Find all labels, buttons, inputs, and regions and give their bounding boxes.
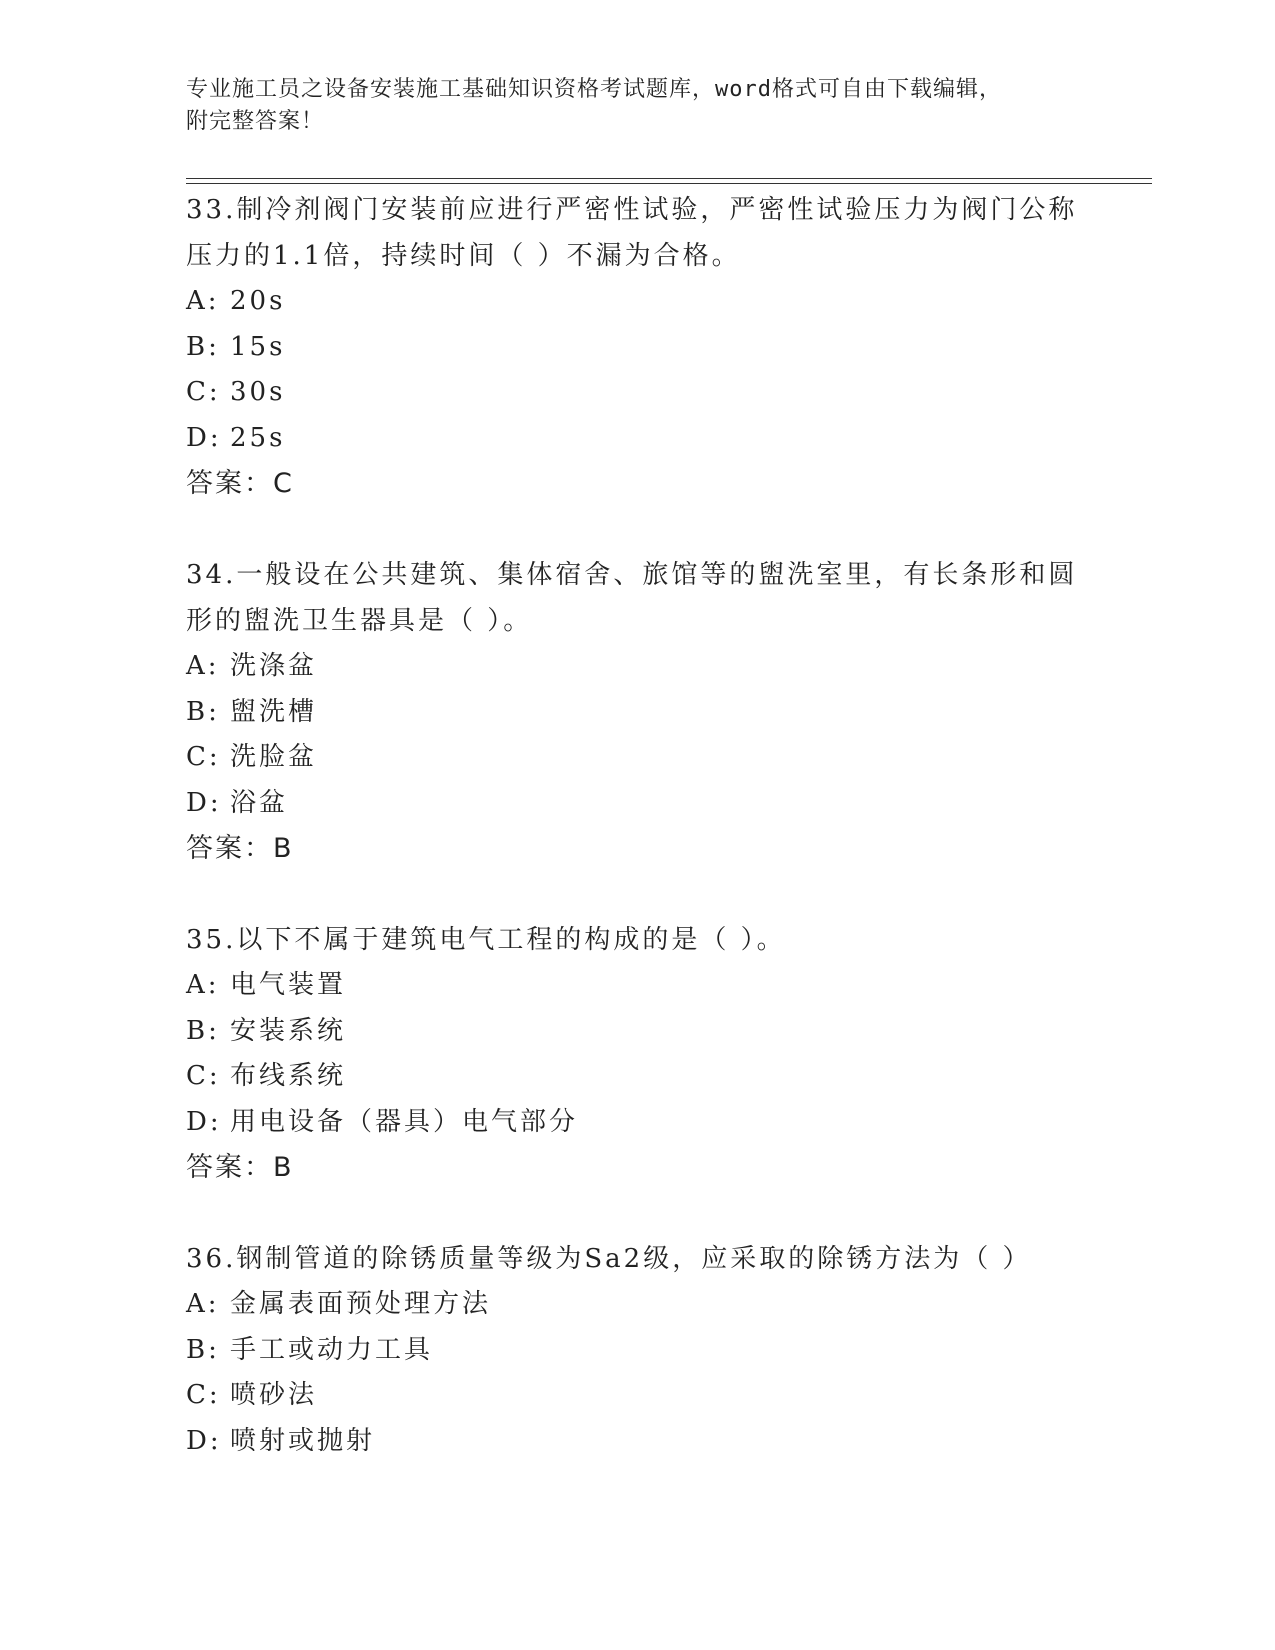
option-text: 喷射或抛射 [230,1425,376,1456]
option-key: D: [186,1425,222,1456]
option-c [186,370,1086,416]
option-key: A: [186,1289,220,1319]
option-b [186,1009,1086,1055]
question-text-line: 压力的1.1倍，持续时间（ ）不漏为合格。 [186,241,741,271]
option-text: 15s [230,331,286,362]
option-a [186,963,1086,1009]
answer-label: 答案：B [186,1152,294,1183]
header-divider-top [186,178,1152,179]
option-text: 布线系统 [230,1061,347,1091]
document-header [186,74,1086,138]
option-text: 20s [230,286,286,316]
question-36 [186,1236,1086,1464]
option-c [186,1054,1086,1100]
option-c [186,735,1086,781]
answer-label: 答案：B [186,833,294,864]
question-text-line: 35.以下不属于建筑电气工程的构成的是（ ）。 [186,925,786,955]
option-text: 洗脸盆 [230,742,318,772]
option-key: D: [186,422,222,453]
question-text-line: 34.一般设在公共建筑、集体宿舍、旅馆等的盥洗室里，有长条形和圆 [186,560,1078,590]
option-b [186,325,1086,371]
answer-label: 答案：C [186,468,294,499]
option-d [186,416,1086,462]
option-text: 手工或动力工具 [230,1334,434,1365]
option-key: B: [186,331,220,362]
header-line-1: 专业施工员之设备安装施工基础知识资格考试题库，word格式可自由下载编辑， [186,77,1002,102]
option-text: 盥洗槽 [230,696,318,727]
option-d [186,781,1086,827]
option-a [186,279,1086,325]
option-key: A: [186,970,220,1000]
option-b [186,1328,1086,1374]
question-33 [186,187,1086,507]
question-35 [186,917,1086,1191]
question-text-line: 33.制冷剂阀门安装前应进行严密性试验，严密性试验压力为阀门公称 [186,195,1078,225]
option-text: 安装系统 [230,1015,347,1046]
question-text-line: 36.钢制管道的除锈质量等级为Sa2级，应采取的除锈方法为（ ） [186,1244,1032,1274]
option-d [186,1419,1086,1465]
option-key: D: [186,787,222,818]
option-key: D: [186,1106,222,1137]
option-key: C: [186,742,221,772]
option-key: C: [186,1380,221,1410]
option-key: A: [186,286,220,316]
option-text: 用电设备（器具）电气部分 [230,1106,579,1137]
question-text-line: 形的盥洗卫生器具是（ ）。 [186,606,533,636]
option-a [186,644,1086,690]
option-text: 浴盆 [230,787,289,818]
option-b [186,690,1086,736]
option-key: A: [186,651,220,681]
option-key: B: [186,696,220,727]
option-text: 电气装置 [230,970,347,1000]
header-line-2: 附完整答案！ [186,109,325,134]
option-key: C: [186,1061,221,1091]
option-c [186,1373,1086,1419]
option-a [186,1282,1086,1328]
option-text: 洗涤盆 [230,651,318,681]
option-text: 25s [230,422,286,453]
option-text: 30s [230,377,286,407]
option-key: C: [186,377,221,407]
option-text: 喷砂法 [230,1380,318,1410]
option-key: B: [186,1334,220,1365]
option-text: 金属表面预处理方法 [230,1289,492,1319]
header-divider-bottom [186,183,1152,184]
question-34 [186,552,1086,872]
option-key: B: [186,1015,220,1046]
option-d [186,1100,1086,1146]
